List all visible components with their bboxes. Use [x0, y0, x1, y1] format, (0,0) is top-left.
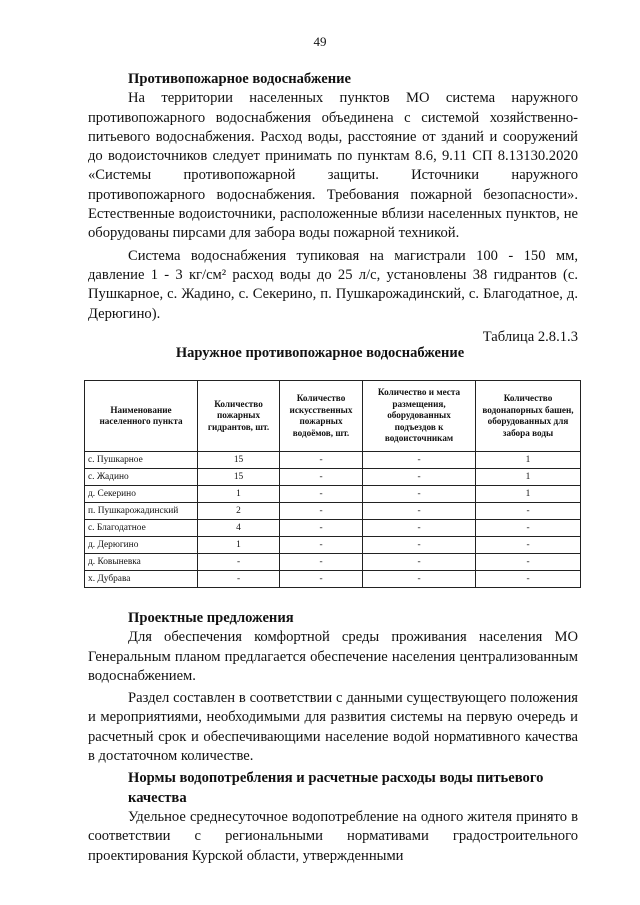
- project-proposals-section: [88, 609, 578, 866]
- paragraph-proposal-scope: Раздел составлен в соответствии с данными существующего положения и мероприятиями, необходимыми для развития системы на первую очередь и расчетный срок и обеспечивающими население водой нормативного качества в достаточном количестве.: [88, 690, 578, 765]
- cell-reservoirs: -: [280, 537, 363, 554]
- cell-reservoirs: -: [280, 503, 363, 520]
- cell-settlement: д. Секерино: [85, 486, 198, 503]
- header-water-towers: Количество водонапорных башен, оборудованных для забора воды: [476, 381, 581, 452]
- table-row: [85, 537, 581, 554]
- cell-reservoirs: -: [280, 486, 363, 503]
- cell-reservoirs: -: [280, 554, 363, 571]
- cell-towers: 1: [476, 469, 581, 486]
- cell-reservoirs: -: [280, 571, 363, 588]
- paragraph-proposal-intro: Для обеспечения комфортной среды проживания населения МО Генеральным планом предлагается обеспечение населения централизованным водоснабжением.: [88, 629, 578, 684]
- cell-towers: 1: [476, 486, 581, 503]
- paragraph-water-supply-system: Система водоснабжения тупиковая на магистрали 100 - 150 мм, давление 1 - 3 кг/см² расход воды до 25 л/с, установлены 38 гидрантов (с. Пушкарное, с. Жадино, с. Секерино, п. Пушкарожадинский, с. Благодатное, д. Дерюгино).: [88, 247, 578, 322]
- table-row: [85, 554, 581, 571]
- cell-towers: -: [476, 537, 581, 554]
- cell-access: -: [363, 469, 476, 486]
- cell-hydrants: 2: [198, 503, 280, 520]
- paragraph-fire-water-system: На территории населенных пунктов МО система наружного противопожарного водоснабжения объединена с системой хозяйственно-питьевого водоснабжения. Расход воды, расстояние от зданий и сооружений до водоисточников следует принимать по пунктам 8.6, 9.11 СП 8.13130.2020 «Системы противопожарной защиты. Источники наружного противопожарного водоснабжения. Требования пожарной безопасности». Естественные водоисточники, расположенные вблизи населенных пунктов, не оборудованы пирсами для забора воды пожарной техникой.: [88, 90, 578, 242]
- fire-water-supply-section: [88, 70, 578, 347]
- table-row: [85, 452, 581, 469]
- cell-hydrants: -: [198, 571, 280, 588]
- cell-settlement: п. Пушкарожадинский: [85, 503, 198, 520]
- cell-reservoirs: -: [280, 469, 363, 486]
- cell-towers: -: [476, 571, 581, 588]
- table-title: Наружное противопожарное водоснабжение: [175, 345, 465, 361]
- cell-hydrants: 15: [198, 452, 280, 469]
- cell-hydrants: 1: [198, 537, 280, 554]
- cell-access: -: [363, 554, 476, 571]
- cell-towers: 1: [476, 452, 581, 469]
- cell-hydrants: 1: [198, 486, 280, 503]
- table-row: [85, 469, 581, 486]
- section-heading-water-norms: Нормы водопотребления и расчетные расходы воды питьевого качества: [128, 770, 544, 806]
- cell-hydrants: -: [198, 554, 280, 571]
- cell-access: -: [363, 537, 476, 554]
- cell-hydrants: 4: [198, 520, 280, 537]
- cell-access: -: [363, 520, 476, 537]
- cell-access: -: [363, 452, 476, 469]
- fire-water-table: [84, 380, 581, 588]
- page-number: 49: [313, 34, 327, 49]
- cell-towers: -: [476, 554, 581, 571]
- cell-reservoirs: -: [280, 452, 363, 469]
- section-heading-fire-water: Противопожарное водоснабжение: [128, 71, 352, 87]
- cell-hydrants: 15: [198, 469, 280, 486]
- cell-settlement: д. Ковыневка: [85, 554, 198, 571]
- cell-settlement: х. Дубрава: [85, 571, 198, 588]
- header-access-points: Количество и места размещения, оборудованных подъездов к водоисточникам: [363, 381, 476, 452]
- header-settlement-name: Наименование населенного пункта: [85, 381, 198, 452]
- cell-towers: -: [476, 503, 581, 520]
- table-row: [85, 520, 581, 537]
- cell-settlement: с. Жадино: [85, 469, 198, 486]
- cell-settlement: с. Пушкарное: [85, 452, 198, 469]
- cell-access: -: [363, 571, 476, 588]
- cell-settlement: д. Дерюгино: [85, 537, 198, 554]
- cell-towers: -: [476, 520, 581, 537]
- section-heading-proposals: Проектные предложения: [128, 610, 294, 626]
- cell-access: -: [363, 503, 476, 520]
- table-reference: Таблица 2.8.1.3: [482, 328, 578, 345]
- header-reservoirs-count: Количество искусственных пожарных водоёмов, шт.: [280, 381, 363, 452]
- cell-access: -: [363, 486, 476, 503]
- header-hydrants-count: Количество пожарных гидрантов, шт.: [198, 381, 280, 452]
- cell-reservoirs: -: [280, 520, 363, 537]
- table-row: [85, 486, 581, 503]
- table-row: [85, 571, 581, 588]
- table-header-row: [85, 381, 581, 452]
- cell-settlement: с. Благодатное: [85, 520, 198, 537]
- table-row: [85, 503, 581, 520]
- paragraph-water-norms: Удельное среднесуточное водопотребление на одного жителя принято в соответствии с региональными нормативами градостроительного проектирования Курской области, утвержденными: [88, 808, 578, 864]
